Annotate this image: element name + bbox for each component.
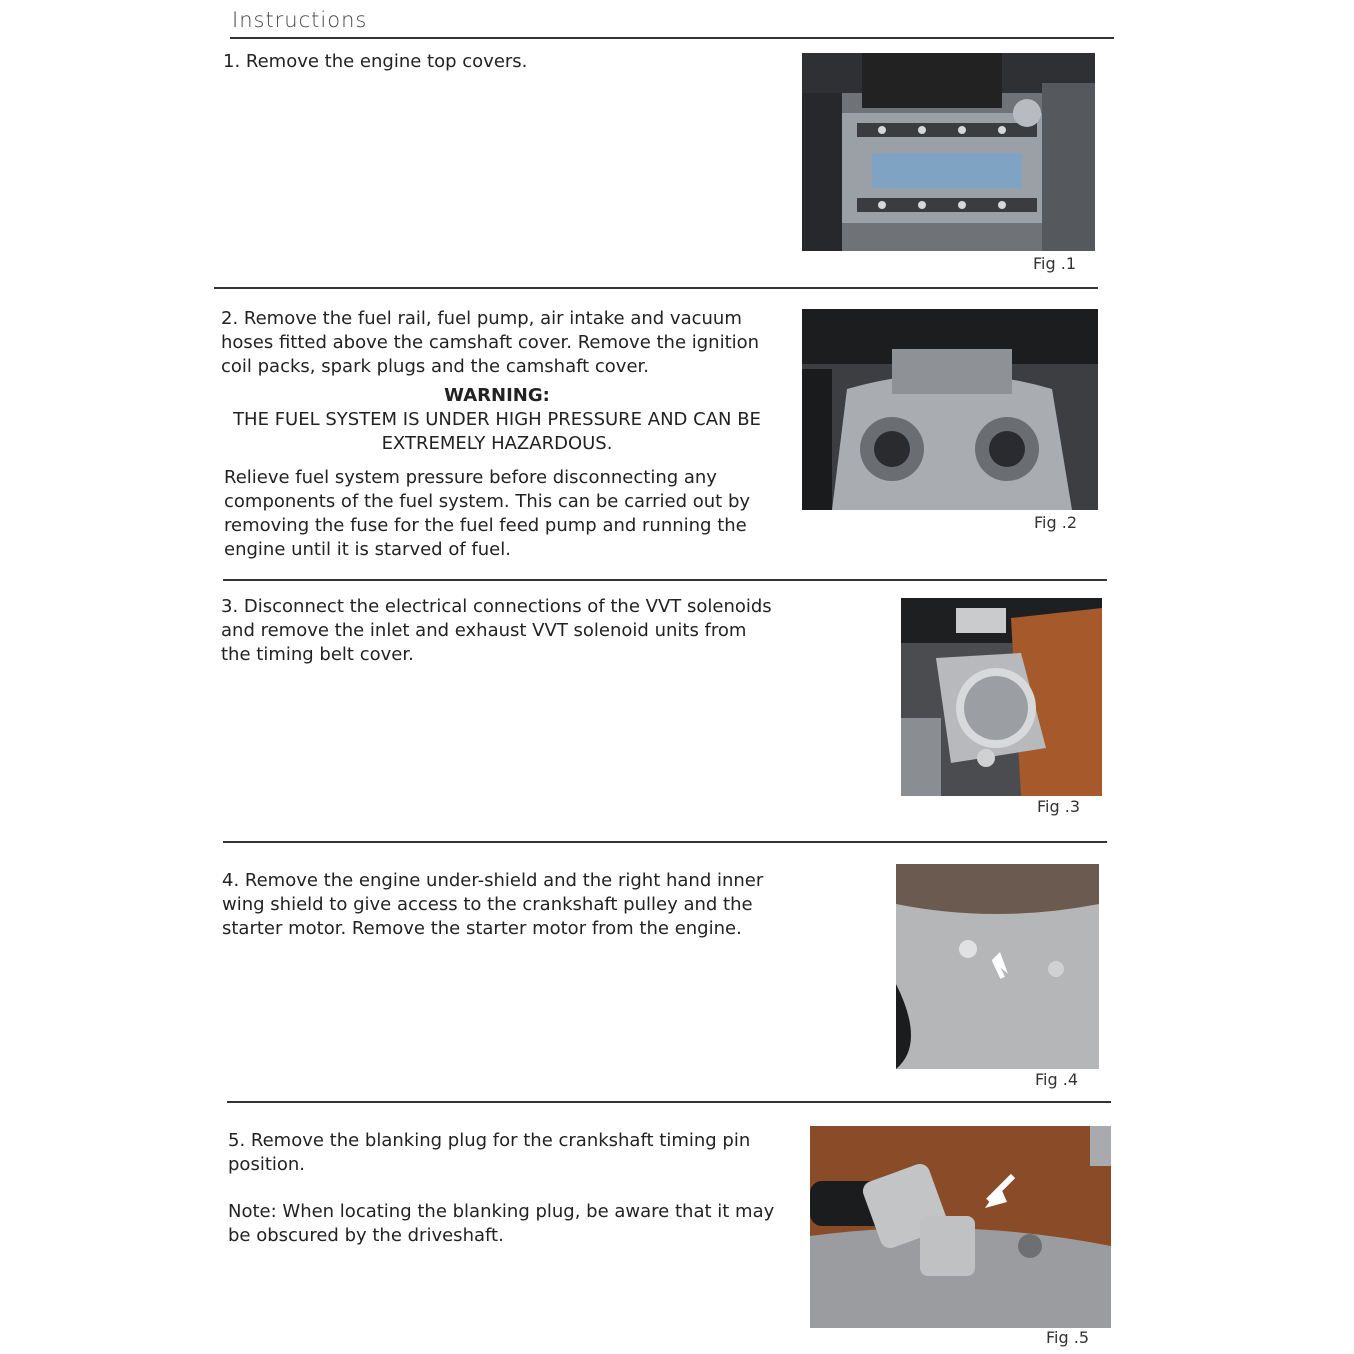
fig-2-camshaft-photo [802, 309, 1098, 510]
step-divider-3 [223, 841, 1107, 843]
step-2-text: 2. Remove the fuel rail, fuel pump, air intake and vacuum hoses fitted above the camshaft cover. Remove the ignition coil packs, spark plugs and the camshaft cover. [221, 308, 760, 377]
warning-body: THE FUEL SYSTEM IS UNDER HIGH PRESSURE AND CAN BE EXTREMELY HAZARDOUS. [233, 409, 761, 454]
step-divider-1 [214, 287, 1098, 289]
fig-5-caption: Fig .5 [1046, 1328, 1089, 1347]
step-5-note: Note: When locating the blanking plug, be aware that it may be obscured by the driveshaft. [228, 1201, 775, 1246]
fig-4-underside-photo [896, 864, 1099, 1069]
fig-5-blanking-plug-photo [810, 1126, 1111, 1328]
step-1-text: 1. Remove the engine top covers. [223, 51, 528, 72]
fig-4-caption: Fig .4 [1035, 1070, 1078, 1089]
warning-title: WARNING: [444, 385, 550, 406]
header-divider [230, 37, 1114, 39]
step-divider-4 [227, 1101, 1111, 1103]
fig-3-timing-cover-photo [901, 598, 1102, 796]
fig-1-engine-top-photo [802, 53, 1095, 251]
step-2-note: Relieve fuel system pressure before disconnecting any components of the fuel system. This can be carried out by removing the fuse for the fuel feed pump and running the engine until it is starved of fuel. [224, 467, 751, 560]
fig-3-caption: Fig .3 [1037, 797, 1080, 816]
fig-2-caption: Fig .2 [1034, 513, 1077, 532]
step-5-text: 5. Remove the blanking plug for the crankshaft timing pin position. [228, 1130, 751, 1175]
page-title: Instructions [232, 8, 368, 32]
step-divider-2 [223, 579, 1107, 581]
step-4-text: 4. Remove the engine under-shield and the right hand inner wing shield to give access to the crankshaft pulley and the starter motor. Remove the starter motor from the engine. [222, 870, 764, 939]
step-3-text: 3. Disconnect the electrical connections of the VVT solenoids and remove the inlet and exhaust VVT solenoid units from the timing belt cover. [221, 596, 772, 665]
fig-1-caption: Fig .1 [1033, 254, 1076, 273]
